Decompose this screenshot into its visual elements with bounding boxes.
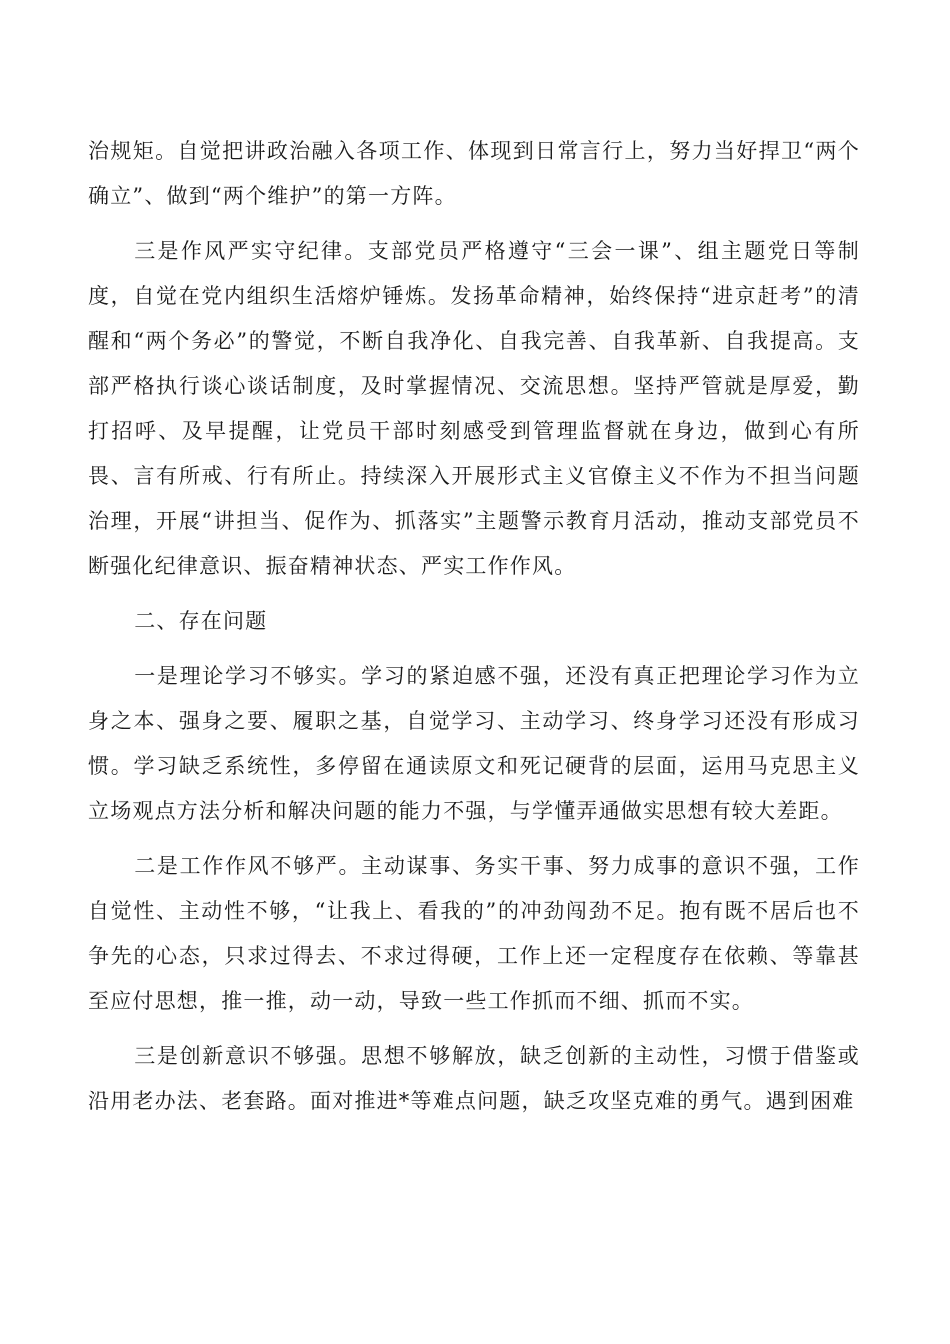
paragraph-style-discipline: 三是作风严实守纪律。支部党员严格遵守“三会一课”、组主题党日等制度，自觉在党内组织生活熔炉锤炼。发扬革命精神，始终保持“进京赶考”的清醒和“两个务必”的警觉，不断自我净化、自我完善、自我革新、自我提高。支部严格执行谈心谈话制度，及时掌握情况、交流思想。坚持严管就是厚爱，勤打招呼、及早提醒，让党员干部时刻感受到管理监督就在身边，做到心有所畏、言有所戒、行有所止。持续深入开展形式主义官僚主义不作为不担当问题治理，开展“讲担当、促作为、抓落实”主题警示教育月活动，推动支部党员不断强化纪律意识、振奋精神状态、严实工作作风。 [88, 239, 860, 578]
document-body [88, 129, 860, 1134]
paragraph-theory-study: 一是理论学习不够实。学习的紧迫感不强，还没有真正把理论学习作为立身之本、强身之要、履职之基，自觉学习、主动学习、终身学习还没有形成习惯。学习缺乏系统性，多停留在通读原文和死记硬背的层面，运用马克思主义立场观点方法分析和解决问题的能力不强，与学懂弄通做实思想有较大差距。 [88, 664, 860, 823]
section-heading-problems: 二、存在问题 [134, 609, 268, 633]
paragraph-continued: 治规矩。自觉把讲政治融入各项工作、体现到日常言行上，努力当好捍卫“两个确立”、做到“两个维护”的第一方阵。 [88, 139, 860, 208]
paragraph-innovation: 三是创新意识不够强。思想不够解放，缺乏创新的主动性，习惯于借鉴或沿用老办法、老套路。面对推进*等难点问题，缺乏攻坚克难的勇气。遇到困难 [88, 1044, 860, 1113]
paragraph-work-style: 二是工作作风不够严。主动谋事、务实干事、努力成事的意识不强，工作自觉性、主动性不够，“让我上、看我的”的冲劲闯劲不足。抱有既不居后也不争先的心态，只求过得去、不求过得硬，工作上还一定程度存在依赖、等靠甚至应付思想，推一推，动一动，导致一些工作抓而不细、抓而不实。 [88, 854, 860, 1013]
